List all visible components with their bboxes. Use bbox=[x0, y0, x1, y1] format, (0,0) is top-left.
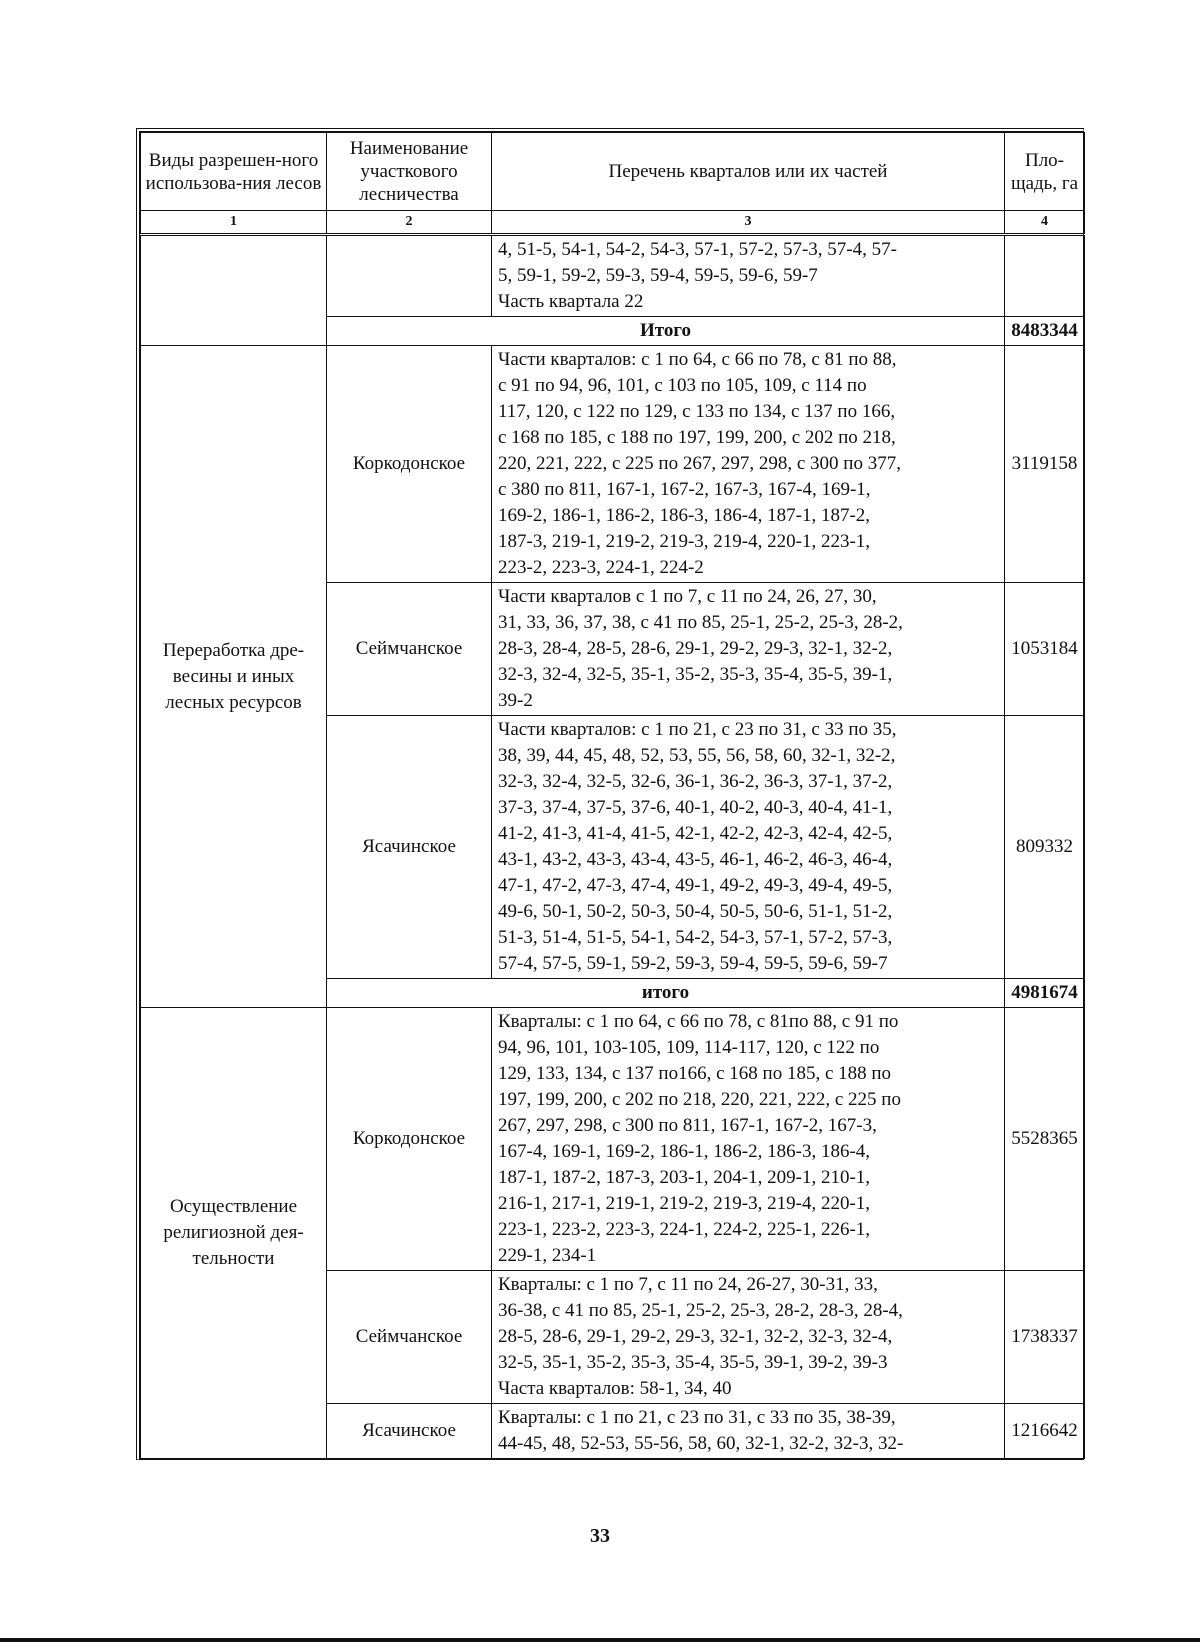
area-cell: 1053184 bbox=[1005, 583, 1085, 716]
table-row bbox=[141, 346, 1085, 583]
quarters-line: 117, 120, с 122 по 129, с 133 по 134, с 137 по 166, bbox=[498, 401, 896, 422]
quarters-cell bbox=[492, 346, 1005, 583]
quarters-line: 49-6, 50-1, 50-2, 50-3, 50-4, 50-5, 50-6, 51-1, 51-2, bbox=[498, 901, 893, 922]
quarters-line: Части кварталов: с 1 по 21, с 23 по 31, с 33 по 35, bbox=[498, 719, 897, 740]
quarters-line: 167-4, 169-1, 169-2, 186-1, 186-2, 186-3, 186-4, bbox=[498, 1141, 871, 1162]
quarters-line: 216-1, 217-1, 219-1, 219-2, 219-3, 219-4, 220-1, bbox=[498, 1193, 871, 1214]
header-forestry-name: Наименование участкового лесничества bbox=[327, 133, 492, 211]
table-row bbox=[141, 235, 1085, 317]
area-cell: 5528365 bbox=[1005, 1008, 1085, 1271]
quarters-line: 39-2 bbox=[498, 690, 533, 711]
quarters-line: 32-3, 32-4, 32-5, 35-1, 35-2, 35-3, 35-4, 35-5, 39-1, bbox=[498, 664, 893, 685]
quarters-line: 51-3, 51-4, 51-5, 54-1, 54-2, 54-3, 57-1, 57-2, 57-3, bbox=[498, 927, 893, 948]
total-value: 4981674 bbox=[1005, 979, 1085, 1008]
bottom-divider bbox=[0, 1638, 1200, 1642]
total-value: 8483344 bbox=[1005, 317, 1085, 346]
column-number-row bbox=[141, 211, 1085, 235]
header-quarters-list: Перечень кварталов или их частей bbox=[492, 133, 1005, 211]
quarters-line: 129, 133, 134, с 137 по166, с 168 по 185, с 188 по bbox=[498, 1063, 892, 1084]
quarters-line: 57-4, 57-5, 59-1, 59-2, 59-3, 59-4, 59-5, 59-6, 59-7 bbox=[498, 953, 888, 974]
quarters-line: 223-2, 223-3, 224-1, 224-2 bbox=[498, 557, 704, 578]
quarters-line: с 168 по 185, с 188 по 197, 199, 200, с 202 по 218, bbox=[498, 427, 896, 448]
quarters-line: Кварталы: с 1 по 64, с 66 по 78, с 81по 88, с 91 по bbox=[498, 1011, 899, 1032]
quarters-line: 28-3, 28-4, 28-5, 28-6, 29-1, 29-2, 29-3, 32-1, 32-2, bbox=[498, 638, 893, 659]
page-number: 33 bbox=[590, 1525, 610, 1547]
quarters-line: 223-1, 223-2, 223-3, 224-1, 224-2, 225-1, 226-1, bbox=[498, 1219, 871, 1240]
quarters-line: 43-1, 43-2, 43-3, 43-4, 43-5, 46-1, 46-2, 46-3, 46-4, bbox=[498, 849, 893, 870]
forestry-cell: Ясачинское bbox=[327, 1404, 492, 1459]
quarters-line: 229-1, 234-1 bbox=[498, 1245, 597, 1266]
quarters-line: 187-3, 219-1, 219-2, 219-3, 219-4, 220-1, 223-1, bbox=[498, 531, 871, 552]
quarters-line: 44-45, 48, 52-53, 55-56, 58, 60, 32-1, 32-2, 32-3, 32- bbox=[498, 1433, 904, 1454]
quarters-cell bbox=[492, 716, 1005, 979]
quarters-line: 94, 96, 101, 103-105, 109, 114-117, 120, с 122 по bbox=[498, 1037, 880, 1058]
quarters-cell bbox=[492, 583, 1005, 716]
column-number-1: 1 bbox=[141, 211, 327, 235]
area-cell: 1216642 bbox=[1005, 1404, 1085, 1459]
quarters-cell bbox=[492, 235, 1005, 317]
area-cell-empty bbox=[1005, 235, 1085, 317]
quarters-line: 267, 297, 298, с 300 по 811, 167-1, 167-2, 167-3, bbox=[498, 1115, 877, 1136]
quarters-line: Часть квартала 22 bbox=[498, 291, 644, 312]
quarters-line: 5, 59-1, 59-2, 59-3, 59-4, 59-5, 59-6, 59-7 bbox=[498, 265, 818, 286]
area-cell: 809332 bbox=[1005, 716, 1085, 979]
quarters-line: Кварталы: с 1 по 7, с 11 по 24, 26-27, 30-31, 33, bbox=[498, 1274, 878, 1295]
quarters-line: 32-5, 35-1, 35-2, 35-3, 35-4, 35-5, 39-1, 39-2, 39-3 bbox=[498, 1352, 888, 1373]
quarters-line: Части кварталов: с 1 по 64, с 66 по 78, с 81 по 88, bbox=[498, 349, 897, 370]
quarters-line: 47-1, 47-2, 47-3, 47-4, 49-1, 49-2, 49-3, 49-4, 49-5, bbox=[498, 875, 893, 896]
forestry-cell-empty bbox=[327, 235, 492, 317]
total-label: Итого bbox=[327, 317, 1005, 346]
forestry-cell: Коркодонское bbox=[327, 1008, 492, 1271]
quarters-cell bbox=[492, 1271, 1005, 1404]
forest-use-table-frame bbox=[136, 128, 1084, 1460]
quarters-line: 169-2, 186-1, 186-2, 186-3, 186-4, 187-1, 187-2, bbox=[498, 505, 871, 526]
header-use-type: Виды разрешен-ного использова-ния лесов bbox=[141, 133, 327, 211]
quarters-cell bbox=[492, 1008, 1005, 1271]
header-area: Пло-щадь, га bbox=[1005, 133, 1085, 211]
quarters-line: 187-1, 187-2, 187-3, 203-1, 204-1, 209-1, 210-1, bbox=[498, 1167, 871, 1188]
column-number-4: 4 bbox=[1005, 211, 1085, 235]
table-header-row bbox=[141, 133, 1085, 211]
column-number-3: 3 bbox=[492, 211, 1005, 235]
quarters-line: Части кварталов с 1 по 7, с 11 по 24, 26, 27, 30, bbox=[498, 586, 877, 607]
quarters-line: Часта кварталов: 58-1, 34, 40 bbox=[498, 1378, 732, 1399]
area-cell: 1738337 bbox=[1005, 1271, 1085, 1404]
quarters-line: 32-3, 32-4, 32-5, 32-6, 36-1, 36-2, 36-3, 37-1, 37-2, bbox=[498, 771, 893, 792]
forestry-cell: Сеймчанское bbox=[327, 583, 492, 716]
quarters-line: 36-38, с 41 по 85, 25-1, 25-2, 25-3, 28-2, 28-3, 28-4, bbox=[498, 1300, 903, 1321]
use-type-cell: Осуществление религиозной дея-тельности bbox=[141, 1008, 327, 1459]
quarters-line: 31, 33, 36, 37, 38, с 41 по 85, 25-1, 25-2, 25-3, 28-2, bbox=[498, 612, 903, 633]
quarters-line: 220, 221, 222, с 225 по 267, 297, 298, с 300 по 377, bbox=[498, 453, 901, 474]
use-type-cell-empty bbox=[141, 235, 327, 346]
quarters-line: 4, 51-5, 54-1, 54-2, 54-3, 57-1, 57-2, 57-3, 57-4, 57- bbox=[498, 239, 897, 260]
quarters-line: 197, 199, 200, с 202 по 218, 220, 221, 222, с 225 по bbox=[498, 1089, 901, 1110]
quarters-line: с 380 по 811, 167-1, 167-2, 167-3, 167-4, 169-1, bbox=[498, 479, 871, 500]
use-type-cell: Переработка дре-весины и иных лесных ресурсов bbox=[141, 346, 327, 1008]
quarters-line: 28-5, 28-6, 29-1, 29-2, 29-3, 32-1, 32-2, 32-3, 32-4, bbox=[498, 1326, 893, 1347]
forestry-cell: Коркодонское bbox=[327, 346, 492, 583]
area-cell: 3119158 bbox=[1005, 346, 1085, 583]
quarters-cell bbox=[492, 1404, 1005, 1459]
total-label: итого bbox=[327, 979, 1005, 1008]
quarters-line: с 91 по 94, 96, 101, с 103 по 105, 109, с 114 по bbox=[498, 375, 867, 396]
forestry-cell: Сеймчанское bbox=[327, 1271, 492, 1404]
quarters-line: 41-2, 41-3, 41-4, 41-5, 42-1, 42-2, 42-3, 42-4, 42-5, bbox=[498, 823, 893, 844]
table-row bbox=[141, 1008, 1085, 1271]
quarters-line: Кварталы: с 1 по 21, с 23 по 31, с 33 по 35, 38-39, bbox=[498, 1407, 896, 1428]
forestry-cell: Ясачинское bbox=[327, 716, 492, 979]
quarters-line: 38, 39, 44, 45, 48, 52, 53, 55, 56, 58, 60, 32-1, 32-2, bbox=[498, 745, 896, 766]
column-number-2: 2 bbox=[327, 211, 492, 235]
quarters-line: 37-3, 37-4, 37-5, 37-6, 40-1, 40-2, 40-3, 40-4, 41-1, bbox=[498, 797, 893, 818]
forest-use-table bbox=[140, 132, 1085, 1459]
